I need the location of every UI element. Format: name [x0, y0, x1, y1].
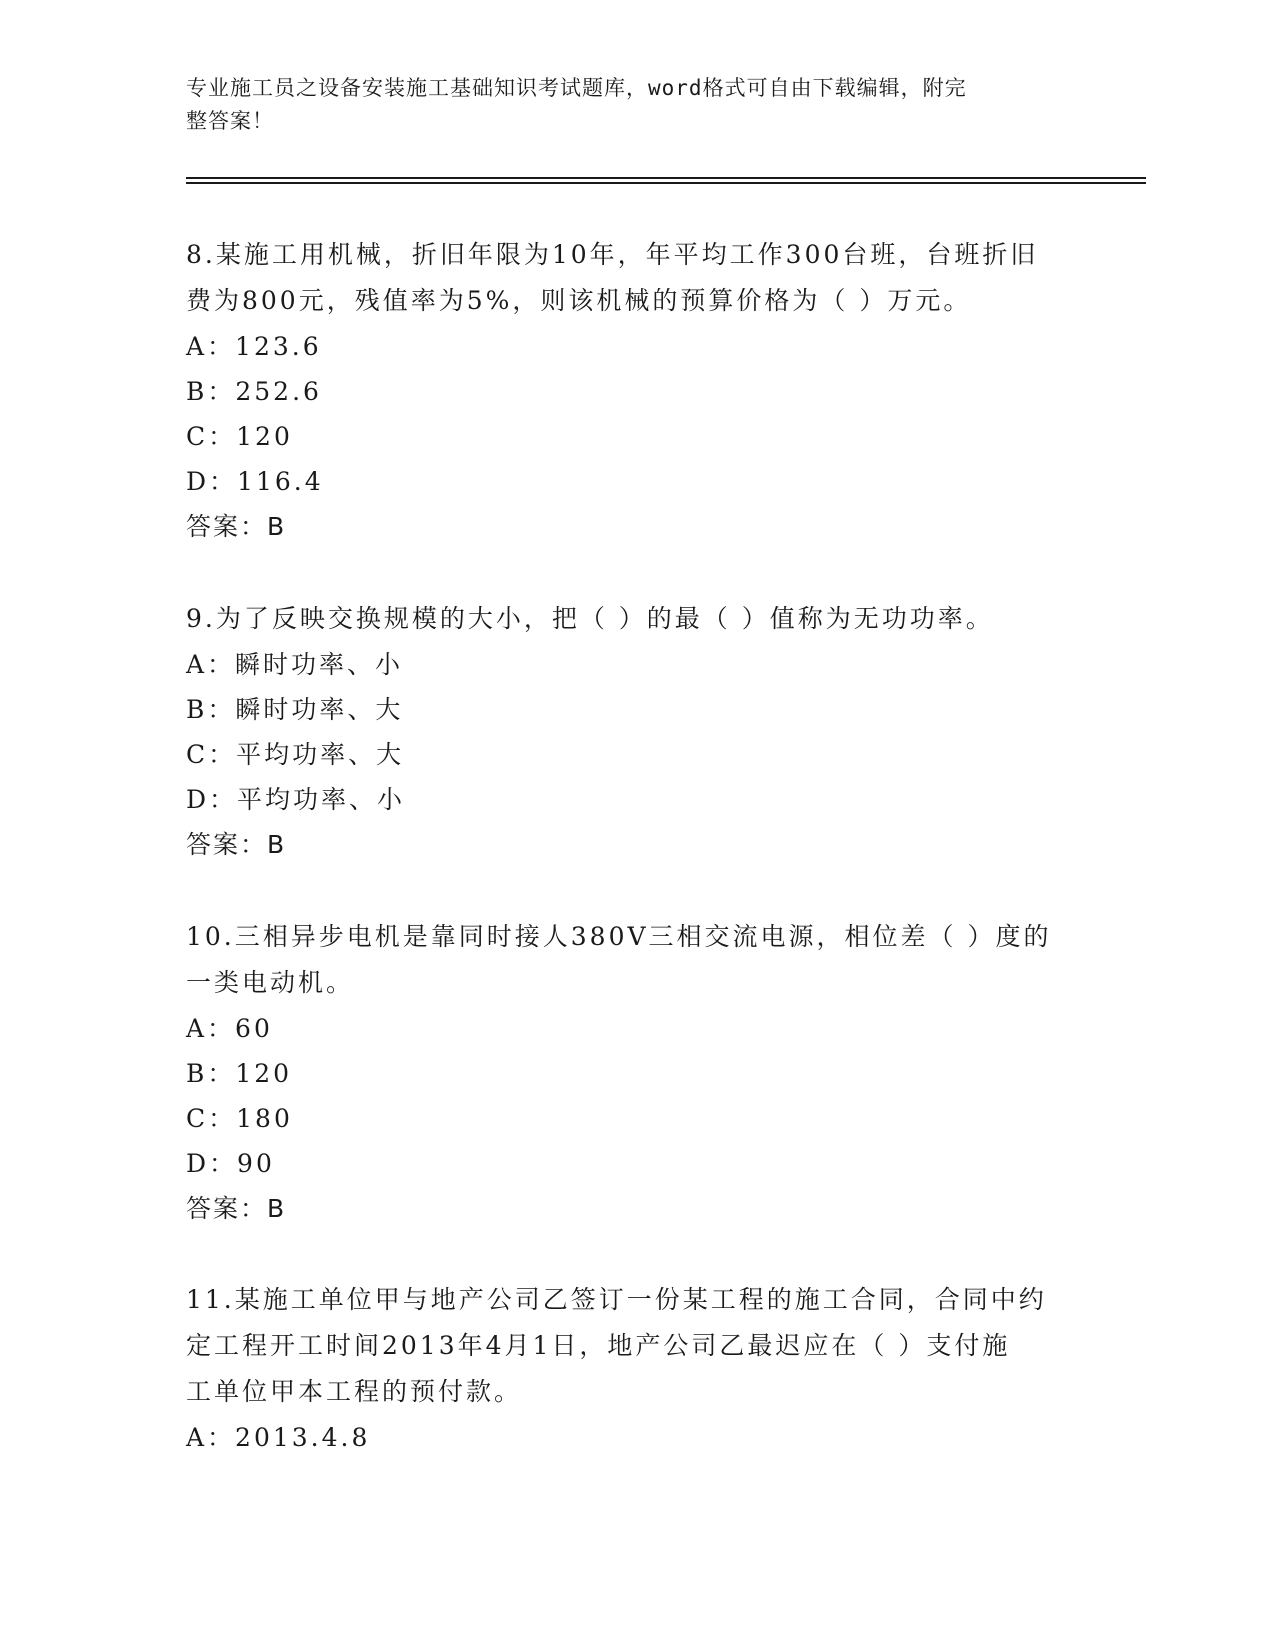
document-header	[186, 72, 1066, 138]
header-divider-top	[186, 177, 1146, 179]
option-a: A：2013.4.8	[186, 1423, 371, 1452]
option-c: C：120	[186, 422, 293, 451]
question-stem-line: 8.某施工用机械，折旧年限为10年，年平均工作300台班，台班折旧	[186, 240, 1039, 269]
question-stem-line: 9.为了反映交换规模的大小，把（ ）的最（ ）值称为无功功率。	[186, 604, 994, 633]
question-10	[186, 914, 1066, 1232]
option-a: A：瞬时功率、小	[186, 650, 404, 679]
option-a: A：123.6	[186, 332, 322, 361]
question-8	[186, 232, 1066, 550]
header-line-2: 整答案！	[186, 109, 274, 133]
option-d: D：平均功率、小	[186, 785, 406, 814]
answer: 答案：B	[186, 830, 287, 859]
answer: 答案：B	[186, 1194, 287, 1223]
option-b: B：252.6	[186, 377, 322, 406]
option-c: C：平均功率、大	[186, 740, 405, 769]
header-divider-bottom	[186, 182, 1146, 184]
question-11	[186, 1277, 1066, 1460]
option-a: A：60	[186, 1014, 273, 1043]
question-stem-line: 11.某施工单位甲与地产公司乙签订一份某工程的施工合同，合同中约	[186, 1285, 1047, 1314]
question-stem-line: 费为800元，残值率为5%，则该机械的预算价格为（ ）万元。	[186, 286, 972, 315]
question-stem-line: 工单位甲本工程的预付款。	[186, 1377, 523, 1406]
question-stem-line: 一类电动机。	[186, 968, 355, 997]
answer: 答案：B	[186, 512, 287, 541]
option-b: B：120	[186, 1059, 293, 1088]
question-stem-line: 定工程开工时间2013年4月1日，地产公司乙最迟应在（ ）支付施	[186, 1331, 1011, 1360]
header-line-1: 专业施工员之设备安装施工基础知识考试题库，word格式可自由下载编辑，附完	[186, 76, 967, 100]
question-9	[186, 596, 1066, 868]
option-d: D：116.4	[186, 467, 324, 496]
question-stem-line: 10.三相异步电机是靠同时接人380V三相交流电源，相位差（ ）度的	[186, 922, 1052, 951]
option-c: C：180	[186, 1104, 293, 1133]
option-b: B：瞬时功率、大	[186, 695, 404, 724]
option-d: D：90	[186, 1149, 275, 1178]
